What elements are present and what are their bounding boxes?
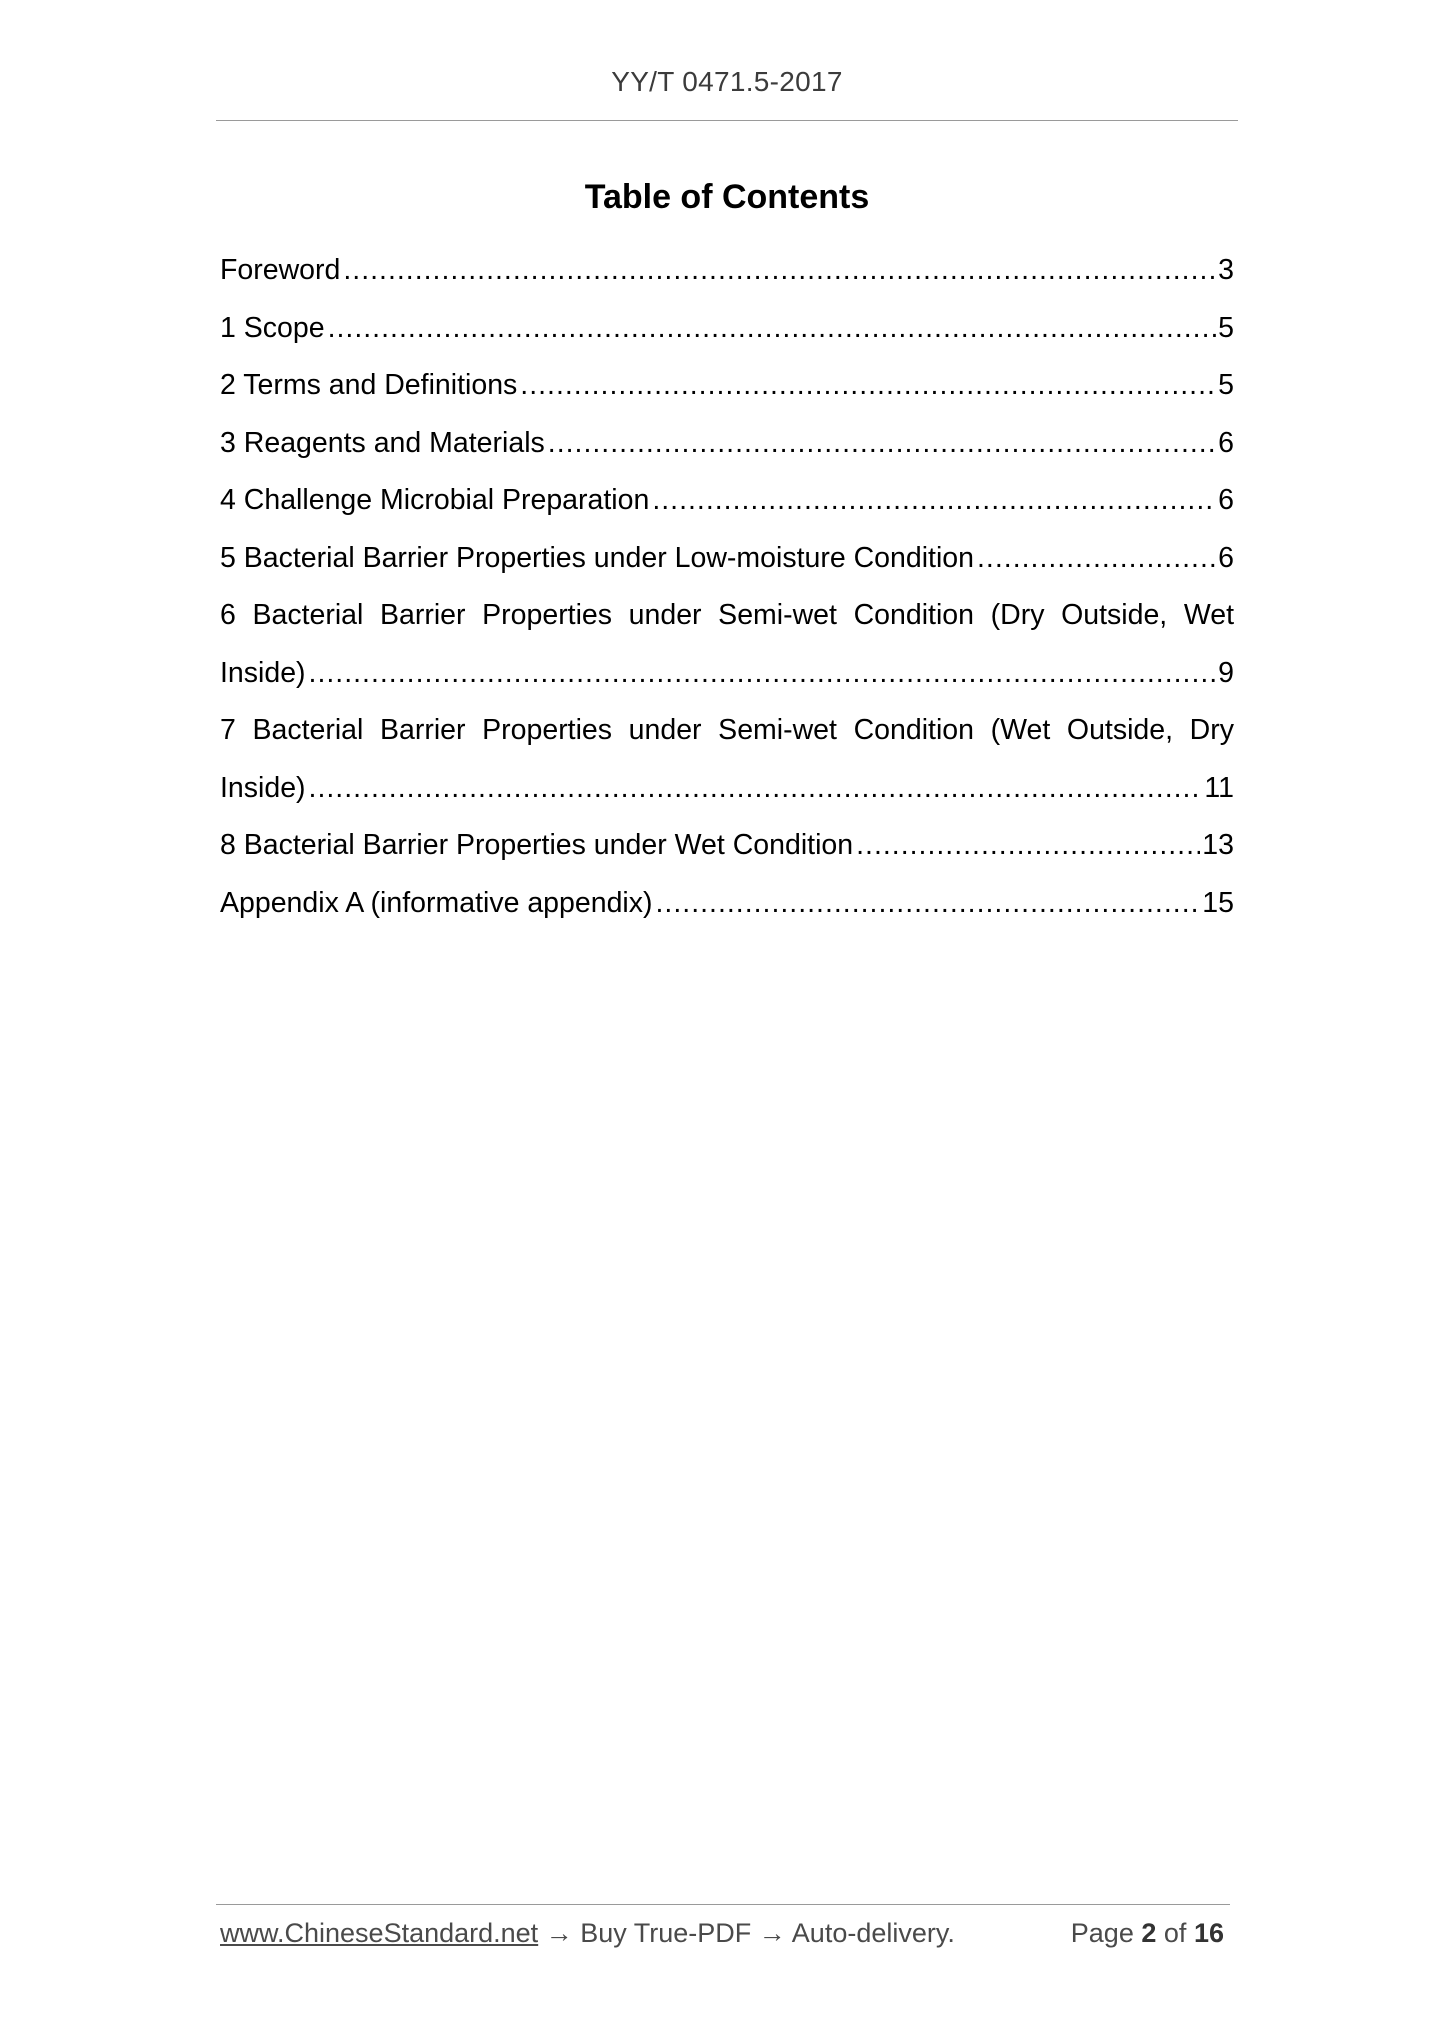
toc-entry-page: 15 [1202, 886, 1234, 919]
toc-entry-page: 5 [1218, 311, 1234, 344]
dot-leader [328, 300, 1217, 358]
dot-leader [309, 645, 1217, 703]
toc-entry-semi-wet-dry-outside[interactable] [220, 587, 1234, 702]
toc-entry-label: 3 Reagents and Materials [220, 426, 545, 459]
toc-entry-page: 6 [1218, 426, 1234, 459]
toc-entry-page: 13 [1202, 829, 1234, 861]
toc-entry-appendix-a[interactable] [220, 875, 1234, 933]
arrow-right-icon: → [545, 1918, 573, 1948]
toc-entry-label-line1: 6 Bacterial Barrier Properties under Semi-wet Condition (Dry Outside, Wet [220, 599, 1234, 631]
toc-entry-page: 6 [1218, 484, 1234, 516]
toc-entry-challenge-microbial[interactable] [220, 472, 1234, 530]
of-word: of [1163, 1918, 1187, 1948]
toc-entry-semi-wet-wet-outside[interactable] [220, 702, 1234, 817]
toc-entry-label: Appendix A (informative appendix) [220, 886, 653, 919]
toc-entry-label: 1 Scope [220, 311, 325, 344]
website-link[interactable]: www.ChineseStandard.net [220, 1918, 539, 1948]
toc-entry-label: 2 Terms and Definitions [220, 369, 518, 401]
toc-entry-label: Foreword [220, 254, 341, 286]
arrow-right-icon: → [758, 1918, 786, 1948]
buy-true-pdf-text: Buy True-PDF [580, 1918, 752, 1948]
dot-leader [856, 817, 1200, 875]
toc-entry-page: 3 [1218, 254, 1234, 286]
toc-entry-page: 9 [1218, 656, 1234, 689]
toc-entry-label: Inside) [220, 656, 306, 689]
current-page-number: 2 [1141, 1918, 1157, 1948]
header-divider [216, 120, 1238, 121]
dot-leader [548, 415, 1216, 473]
toc-entry-page: 5 [1218, 369, 1234, 401]
dot-leader [343, 242, 1216, 300]
toc-entry-label: 5 Bacterial Barrier Properties under Low-moisture Condition [220, 541, 975, 574]
dot-leader [520, 357, 1216, 415]
auto-delivery-text: Auto-delivery. [791, 1918, 955, 1948]
dot-leader [977, 530, 1216, 588]
toc-entry-foreword[interactable] [220, 242, 1234, 300]
dot-leader [309, 760, 1203, 818]
toc-entry-page: 6 [1218, 541, 1234, 574]
page-word: Page [1070, 1918, 1134, 1948]
toc-entry-page: 11 [1204, 771, 1234, 804]
toc-entry-wet-condition[interactable] [220, 817, 1234, 875]
toc-entry-label-line1: 7 Bacterial Barrier Properties under Semi-wet Condition (Wet Outside, Dry [220, 714, 1234, 746]
footer-promo [220, 1918, 955, 1949]
page-footer [220, 1918, 1230, 1949]
footer-divider [216, 1904, 1230, 1905]
toc-entry-low-moisture[interactable] [220, 530, 1234, 588]
dot-leader [656, 875, 1201, 933]
toc-title: Table of Contents [584, 178, 870, 216]
total-pages-number: 16 [1193, 1918, 1224, 1948]
toc-entry-scope[interactable] [220, 300, 1234, 358]
toc-entry-reagents[interactable] [220, 415, 1234, 473]
dot-leader [652, 472, 1216, 530]
table-of-contents [220, 242, 1234, 932]
toc-entry-label: 4 Challenge Microbial Preparation [220, 484, 650, 516]
page-indicator [1071, 1918, 1230, 1949]
toc-entry-label: 8 Bacterial Barrier Properties under Wet Condition [220, 829, 854, 861]
toc-entry-label: Inside) [220, 771, 306, 804]
document-id-header: YY/T 0471.5-2017 [611, 66, 843, 97]
toc-entry-terms[interactable] [220, 357, 1234, 415]
